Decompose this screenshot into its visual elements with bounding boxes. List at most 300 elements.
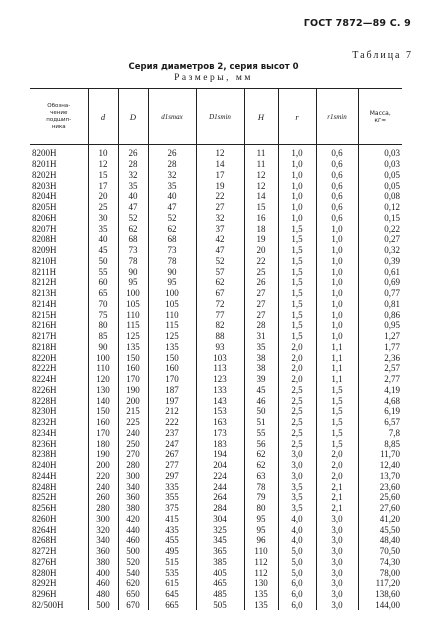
table-cell: 0,6: [316, 180, 358, 191]
table-row: [30, 223, 402, 234]
table-row: [30, 331, 402, 342]
table-cell: 0,6: [316, 213, 358, 224]
table-cell: 385: [196, 557, 244, 568]
table-cell: 57: [196, 266, 244, 277]
table-cell: 200: [118, 395, 148, 406]
table-cell: 48,40: [358, 535, 402, 546]
table-cell: 78,00: [358, 567, 402, 578]
table-cell: 6,57: [358, 417, 402, 428]
table-cell: 455: [148, 535, 196, 546]
table-cell: 1,0: [316, 234, 358, 245]
table-row: [30, 277, 402, 288]
table-cell: 73: [118, 245, 148, 256]
table-cell: 2,36: [358, 352, 402, 363]
table-cell: 31: [244, 331, 278, 342]
table-cell: 1,0: [278, 170, 316, 181]
table-cell: 8201H: [32, 159, 57, 170]
table-cell: 12: [88, 159, 118, 170]
table-cell: 1,0: [316, 288, 358, 299]
table-cell: 0,6: [316, 191, 358, 202]
table-cell: 8209H: [32, 245, 57, 256]
table-cell: 135: [118, 342, 148, 353]
table-cell: 1,5: [278, 234, 316, 245]
table-cell: 8264H: [32, 524, 57, 535]
table-cell: 140: [88, 395, 118, 406]
table-cell: 2,5: [278, 417, 316, 428]
table-cell: 12,40: [358, 460, 402, 471]
table-cell: 62: [244, 449, 278, 460]
table-cell: 3,0: [278, 460, 316, 471]
table-cell: 0,95: [358, 320, 402, 331]
table-row: [30, 202, 402, 213]
table-cell: 180: [88, 438, 118, 449]
table-cell: 8203H: [32, 180, 57, 191]
table-row: [30, 417, 402, 428]
table-cell: 1,1: [316, 363, 358, 374]
table-cell: 0,6: [316, 170, 358, 181]
table-row: [30, 352, 402, 363]
table-cell: 2,0: [278, 342, 316, 353]
table-cell: 465: [196, 578, 244, 589]
table-cell: 0,15: [358, 213, 402, 224]
table-cell: 1,0: [316, 331, 358, 342]
table-cell: 1,0: [316, 320, 358, 331]
table-row: [30, 145, 402, 159]
table-cell: 190: [118, 385, 148, 396]
table-row: [30, 449, 402, 460]
table-cell: 515: [148, 557, 196, 568]
table-row: [30, 589, 402, 600]
table-cell: 18: [244, 223, 278, 234]
table-cell: 56: [244, 438, 278, 449]
table-cell: 32: [118, 170, 148, 181]
table-cell: 190: [88, 449, 118, 460]
table-cell: 85: [88, 331, 118, 342]
table-row: [30, 256, 402, 267]
table-cell: 187: [148, 385, 196, 396]
table-title: Размеры, мм: [174, 73, 253, 83]
table-cell: 8216H: [32, 320, 57, 331]
table-cell: 42: [196, 234, 244, 245]
table-cell: 297: [148, 471, 196, 482]
table-cell: 8211H: [32, 266, 57, 277]
table-cell: 40: [118, 191, 148, 202]
table-cell: 1,0: [316, 256, 358, 267]
table-cell: 78: [148, 256, 196, 267]
table-cell: 3,0: [316, 557, 358, 568]
table-cell: 8260H: [32, 513, 57, 524]
table-row: [30, 234, 402, 245]
table-cell: 0,05: [358, 170, 402, 181]
table-cell: 117,20: [358, 578, 402, 589]
table-cell: 2,57: [358, 363, 402, 374]
table-cell: 215: [118, 406, 148, 417]
table-cell: 135: [148, 342, 196, 353]
table-cell: 15: [88, 170, 118, 181]
table-cell: 8252H: [32, 492, 57, 503]
table-cell: 340: [88, 535, 118, 546]
table-cell: 1,5: [316, 406, 358, 417]
table-cell: 8236H: [32, 438, 57, 449]
table-cell: 0,03: [358, 159, 402, 170]
table-cell: 80: [244, 503, 278, 514]
table-cell: 1,5: [316, 438, 358, 449]
table-cell: 51: [244, 417, 278, 428]
table-row: [30, 503, 402, 514]
table-cell: 95: [148, 277, 196, 288]
table-header-row: [30, 89, 402, 145]
table-cell: 520: [118, 557, 148, 568]
table-cell: 1,5: [278, 331, 316, 342]
table-cell: 4,19: [358, 385, 402, 396]
table-cell: 150: [118, 352, 148, 363]
table-cell: 1,0: [278, 145, 316, 159]
table-cell: 1,0: [316, 223, 358, 234]
table-cell: 105: [148, 299, 196, 310]
table-cell: 8222H: [32, 363, 57, 374]
table-cell: 26: [244, 277, 278, 288]
table-cell: 1,0: [278, 202, 316, 213]
table-cell: 1,0: [278, 180, 316, 191]
table-cell: 8256H: [32, 503, 57, 514]
table-cell: 28: [148, 159, 196, 170]
table-cell: 19: [196, 180, 244, 191]
table-cell: 1,5: [316, 428, 358, 439]
table-cell: 237: [148, 428, 196, 439]
table-cell: 96: [244, 535, 278, 546]
table-cell: 35: [118, 180, 148, 191]
table-cell: 320: [88, 524, 118, 535]
table-cell: 8244H: [32, 470, 57, 481]
table-cell: 40: [148, 191, 196, 202]
table-cell: 4,0: [278, 524, 316, 535]
table-cell: 3,5: [278, 492, 316, 503]
col-D: D: [118, 89, 148, 145]
table-cell: 2,77: [358, 374, 402, 385]
table-cell: 3,0: [316, 535, 358, 546]
table-cell: 22: [196, 191, 244, 202]
table-cell: 8220H: [32, 352, 57, 363]
table-cell: 14: [196, 159, 244, 170]
table-cell: 95: [244, 524, 278, 535]
table-cell: 75: [88, 309, 118, 320]
table-cell: 3,0: [316, 546, 358, 557]
table-cell: 0,6: [316, 159, 358, 170]
table-cell: 1,5: [278, 299, 316, 310]
table-cell: 110: [148, 309, 196, 320]
table-cell: 160: [148, 363, 196, 374]
table-cell: 25: [88, 202, 118, 213]
table-cell: 460: [88, 578, 118, 589]
table-cell: 1,5: [316, 417, 358, 428]
table-cell: 2,5: [278, 385, 316, 396]
table-row: [30, 288, 402, 299]
table-cell: 375: [148, 503, 196, 514]
table-cell: 8212H: [32, 277, 57, 288]
table-cell: 133: [196, 385, 244, 396]
table-cell: 325: [196, 524, 244, 535]
table-cell: 8200H: [32, 148, 57, 159]
table-cell: 247: [148, 438, 196, 449]
table-cell: 130: [88, 385, 118, 396]
table-cell: 1,0: [278, 213, 316, 224]
table-cell: 95: [118, 277, 148, 288]
table-cell: 138,60: [358, 589, 402, 600]
table-cell: 200: [88, 460, 118, 471]
table-cell: 12: [196, 145, 244, 159]
table-cell: 80: [88, 320, 118, 331]
table-cell: 3,0: [316, 514, 358, 525]
table-cell: 8217H: [32, 331, 57, 342]
table-cell: 25: [244, 266, 278, 277]
table-cell: 11: [244, 145, 278, 159]
table-row: [30, 159, 402, 170]
table-cell: 62: [148, 223, 196, 234]
table-cell: 55: [244, 428, 278, 439]
table-cell: 52: [196, 256, 244, 267]
table-cell: 420: [118, 514, 148, 525]
table-cell: 225: [118, 417, 148, 428]
table-row: [30, 492, 402, 503]
table-cell: 135: [244, 600, 278, 611]
table-cell: 250: [118, 438, 148, 449]
table-row: [30, 578, 402, 589]
table-cell: 8206H: [32, 212, 57, 223]
table-cell: 2,5: [278, 438, 316, 449]
table-cell: 27,60: [358, 503, 402, 514]
table-cell: 270: [118, 449, 148, 460]
table-cell: 8240H: [32, 460, 57, 471]
table-cell: 150: [148, 352, 196, 363]
table-cell: 52: [118, 213, 148, 224]
table-cell: 1,1: [316, 342, 358, 353]
table-cell: 144,00: [358, 600, 402, 611]
table-cell: 500: [88, 600, 118, 611]
table-cell: 16: [244, 213, 278, 224]
table-cell: 100: [88, 352, 118, 363]
table-cell: 1,0: [316, 245, 358, 256]
table-cell: 135: [244, 589, 278, 600]
table-cell: 110: [118, 309, 148, 320]
table-cell: 0,61: [358, 266, 402, 277]
table-row: [30, 460, 402, 471]
table-cell: 1,5: [278, 223, 316, 234]
table-cell: 1,77: [358, 342, 402, 353]
table-cell: 0,32: [358, 245, 402, 256]
table-cell: 1,5: [278, 266, 316, 277]
table-cell: 45: [88, 245, 118, 256]
table-cell: 74,30: [358, 557, 402, 568]
table-cell: 0,6: [316, 202, 358, 213]
table-cell: 112: [244, 557, 278, 568]
table-cell: 28: [118, 159, 148, 170]
table-row: [30, 557, 402, 568]
table-cell: 440: [118, 524, 148, 535]
table-cell: 123: [196, 374, 244, 385]
table-cell: 17: [196, 170, 244, 181]
table-cell: 2,0: [278, 363, 316, 374]
table-cell: 163: [196, 417, 244, 428]
table-cell: 62: [196, 277, 244, 288]
table-cell: 0,39: [358, 256, 402, 267]
table-cell: 1,5: [278, 288, 316, 299]
table-cell: 79: [244, 492, 278, 503]
table-row: [30, 320, 402, 331]
table-cell: 197: [148, 395, 196, 406]
table-cell: 2,1: [316, 503, 358, 514]
table-row: [30, 342, 402, 353]
table-cell: 5,0: [278, 557, 316, 568]
table-number: Таблица 7: [352, 50, 413, 61]
table-cell: 8238H: [32, 449, 57, 460]
table-cell: 480: [88, 589, 118, 600]
table-cell: 8230H: [32, 406, 57, 417]
table-cell: 8296H: [32, 589, 57, 600]
table-cell: 224: [196, 471, 244, 482]
table-cell: 6,19: [358, 406, 402, 417]
table-cell: 1,5: [278, 320, 316, 331]
table-cell: 32: [148, 170, 196, 181]
col-r1smin: r1smin: [316, 89, 358, 145]
table-row: [30, 438, 402, 449]
table-row: [30, 524, 402, 535]
table-cell: 8224H: [32, 374, 57, 385]
table-row: [30, 600, 402, 611]
table-cell: 365: [196, 546, 244, 557]
table-cell: 120: [88, 374, 118, 385]
table-cell: 240: [88, 481, 118, 492]
table-cell: 112: [244, 567, 278, 578]
table-cell: 1,0: [316, 266, 358, 277]
table-cell: 335: [148, 481, 196, 492]
table-cell: 280: [118, 460, 148, 471]
table-cell: 26: [118, 145, 148, 159]
table-cell: 173: [196, 428, 244, 439]
table-cell: 2,1: [316, 492, 358, 503]
table-cell: 3,0: [316, 600, 358, 611]
table-cell: 110: [244, 546, 278, 557]
table-cell: 8292H: [32, 578, 57, 589]
table-cell: 5,0: [278, 546, 316, 557]
table-cell: 82/500H: [32, 599, 64, 610]
table-cell: 345: [196, 535, 244, 546]
table-cell: 360: [118, 492, 148, 503]
table-row: [30, 213, 402, 224]
table-cell: 400: [88, 567, 118, 578]
table-cell: 280: [88, 503, 118, 514]
table-cell: 90: [88, 342, 118, 353]
table-cell: 8268H: [32, 535, 57, 546]
table-cell: 8213H: [32, 288, 57, 299]
table-cell: 1,1: [316, 352, 358, 363]
table-cell: 2,5: [278, 428, 316, 439]
table-cell: 17: [88, 180, 118, 191]
table-cell: 0,69: [358, 277, 402, 288]
table-cell: 41,20: [358, 514, 402, 525]
table-cell: 55: [88, 266, 118, 277]
table-cell: 143: [196, 395, 244, 406]
table-cell: 130: [244, 578, 278, 589]
table-cell: 160: [118, 363, 148, 374]
table-cell: 615: [148, 578, 196, 589]
table-cell: 11,70: [358, 449, 402, 460]
table-cell: 0,77: [358, 288, 402, 299]
col-r: r: [278, 89, 316, 145]
table-cell: 1,0: [316, 309, 358, 320]
table-cell: 2,0: [278, 352, 316, 363]
table-cell: 0,03: [358, 145, 402, 159]
table-row: [30, 170, 402, 181]
table-cell: 78: [118, 256, 148, 267]
table-row: [30, 406, 402, 417]
table-cell: 47: [118, 202, 148, 213]
table-cell: 340: [118, 481, 148, 492]
table-cell: 1,5: [316, 385, 358, 396]
table-cell: 380: [88, 557, 118, 568]
table-cell: 170: [88, 428, 118, 439]
table-cell: 505: [196, 600, 244, 611]
table-cell: 170: [118, 374, 148, 385]
table-cell: 50: [88, 256, 118, 267]
table-cell: 3,0: [278, 471, 316, 482]
table-cell: 115: [148, 320, 196, 331]
table-cell: 77: [196, 309, 244, 320]
table-cell: 26: [148, 145, 196, 159]
table-cell: 485: [196, 589, 244, 600]
table-cell: 110: [88, 363, 118, 374]
table-cell: 1,0: [278, 159, 316, 170]
table-cell: 13,70: [358, 471, 402, 482]
table-cell: 70: [88, 299, 118, 310]
table-cell: 304: [196, 514, 244, 525]
table-cell: 8276H: [32, 556, 57, 567]
table-cell: 8232H: [32, 417, 57, 428]
table-cell: 220: [88, 471, 118, 482]
table-cell: 670: [118, 600, 148, 611]
table-cell: 46: [244, 395, 278, 406]
table-cell: 0,86: [358, 309, 402, 320]
table-cell: 284: [196, 503, 244, 514]
table-cell: 540: [118, 567, 148, 578]
table-cell: 665: [148, 600, 196, 611]
table-cell: 277: [148, 460, 196, 471]
table-cell: 20: [244, 245, 278, 256]
table-cell: 8215H: [32, 309, 57, 320]
table-cell: 72: [196, 299, 244, 310]
table-cell: 23,60: [358, 481, 402, 492]
table-cell: 7,8: [358, 428, 402, 439]
table-cell: 300: [88, 514, 118, 525]
table-row: [30, 245, 402, 256]
table-cell: 30: [88, 213, 118, 224]
table-cell: 535: [148, 567, 196, 578]
table-cell: 103: [196, 352, 244, 363]
table-cell: 105: [118, 299, 148, 310]
table-cell: 63: [244, 471, 278, 482]
table-cell: 88: [196, 331, 244, 342]
table-cell: 35: [148, 180, 196, 191]
page-header: ГОСТ 7872—89 С. 9: [303, 18, 411, 29]
table-cell: 8207H: [32, 223, 57, 234]
table-cell: 2,1: [316, 481, 358, 492]
table-cell: 20: [88, 191, 118, 202]
dimensions-table: [30, 88, 402, 610]
table-cell: 100: [148, 288, 196, 299]
table-row: [30, 428, 402, 439]
table-cell: 1,5: [278, 245, 316, 256]
table-cell: 125: [118, 331, 148, 342]
col-designation: [30, 89, 88, 145]
